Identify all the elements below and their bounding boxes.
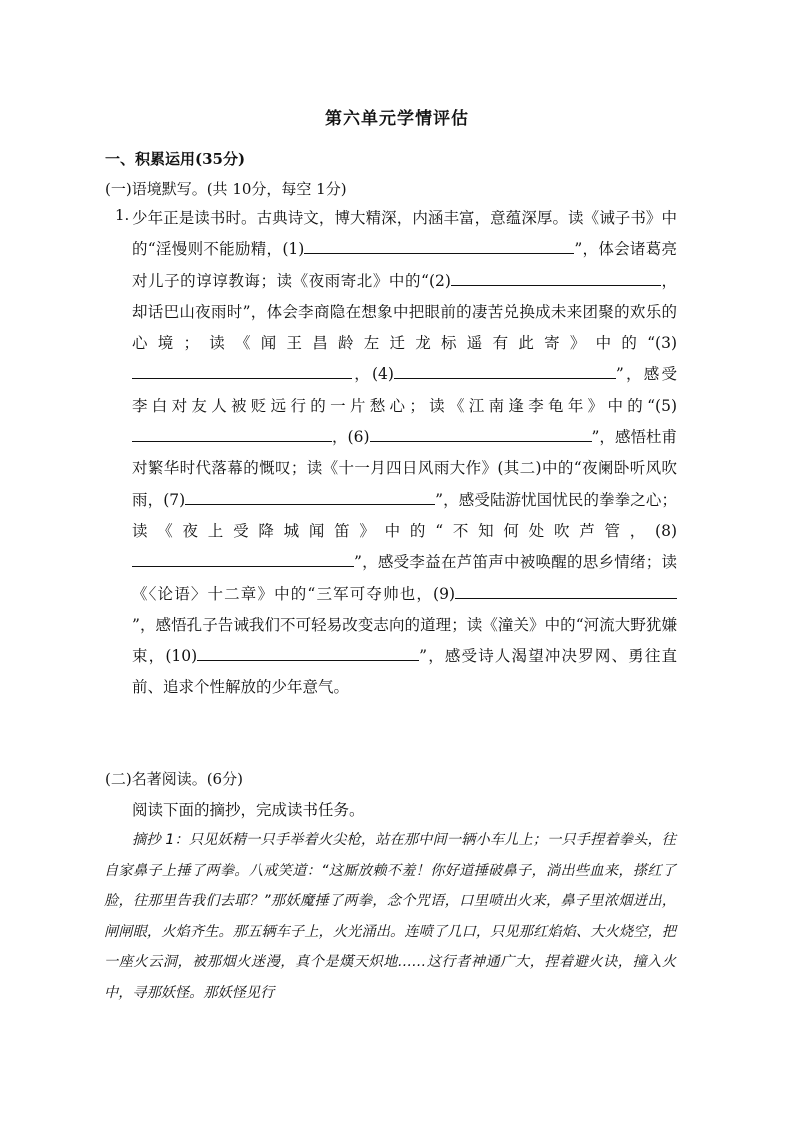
answer-blank[interactable]	[197, 642, 419, 661]
q1-text: ”，感悟孔子告诫我们不可轻易改变志向的道理；读《潼关》中的“河流大野犹嫌束，	[132, 615, 677, 666]
q1-text: ”，感受诗人渴望冲决罗网、勇往直前、追求个性解放的少年意气。	[132, 647, 677, 697]
question-number: 1.	[115, 206, 130, 224]
blank-label: (1)	[282, 240, 305, 259]
q1-text: ”，感受陆游忧国忧民的拳拳之心；读《夜上受降城闻笛》中的“不知何处吹芦管，	[132, 490, 677, 540]
q1-text: ”，体会诸葛亮对儿子的谆谆教诲；读《夜雨寄北》中的“	[132, 240, 677, 290]
answer-blank[interactable]	[394, 360, 616, 379]
q1-text: ，却话巴山夜雨时”，体会李商隐在想象中把眼前的凄苦兑换成未来团聚的欢乐的心境；读《闻王昌龄左迁龙标遥有此寄》中的“	[132, 271, 677, 353]
answer-blank[interactable]	[451, 267, 661, 286]
answer-blank[interactable]	[185, 486, 435, 505]
excerpt-text: 摘抄 1：只见妖精一只手举着火尖枪，站在那中间一辆小车儿上；一只手捏着拳头，往自家鼻子上捶了两拳。八戒笑道：“这厮放赖不羞！你好道捶破鼻子，淌出些血来，搽红了脸，往那里告我们去耶？”那妖魔捶了两拳，念个咒语，口里喷出火来，鼻子里浓烟迸出，闸闸眼，火焰齐生。那五辆车子上，火光涌出。连喷了几口，只见那红焰焰、大火烧空，把一座火云洞，被那烟火迷漫，真个是熯天炽地……这行者神通广大，捏着避火诀，撞入火中，寻那妖怪。那妖怪见行	[104, 832, 676, 1001]
blank-label: (2)	[428, 271, 451, 290]
answer-blank[interactable]	[132, 360, 352, 379]
blank-label: (3)	[655, 334, 677, 353]
question-1-text	[132, 203, 677, 704]
answer-blank[interactable]	[132, 423, 332, 442]
blank-label: (4)	[371, 365, 394, 384]
q1-text: 少年正是读书时。古典诗文，博大精深，内涵丰富，意蕴深厚。读《诫子书》中的“淫慢则不能励精，	[132, 209, 677, 259]
blank-label: (9)	[433, 584, 455, 603]
part-heading-2: (二)名著阅读。(6分)	[105, 770, 243, 788]
blank-label: (10)	[165, 647, 198, 666]
q1-text: ，	[352, 365, 372, 384]
blank-label: (5)	[655, 396, 677, 415]
blank-label: (7)	[163, 490, 186, 509]
blank-label: (8)	[655, 521, 677, 540]
answer-blank[interactable]	[370, 423, 592, 442]
answer-blank[interactable]	[455, 580, 677, 599]
reading-instruction: 阅读下面的摘抄，完成读书任务。	[132, 801, 365, 819]
q1-text: ”，感受李白对友人被贬远行的一片愁心；读《江南逢李龟年》中的“	[132, 365, 677, 415]
q1-text: ”，感受李益在芦笛声中被唤醒的思乡情绪；读《〈论语〉十二章》中的“三军可夺帅也，	[132, 553, 677, 603]
answer-blank[interactable]	[304, 235, 574, 254]
q1-text: ，	[332, 428, 348, 447]
section-heading-1: 一、积累运用(35分)	[105, 150, 246, 168]
blank-label: (6)	[347, 428, 370, 447]
answer-blank[interactable]	[132, 548, 354, 567]
q1-text: ”，感悟杜甫对繁华时代落幕的慨叹；读《十一月四日风雨大作》(其二)中的“夜阑卧听风吹雨，	[132, 428, 677, 509]
page-title: 第六单元学情评估	[325, 109, 469, 129]
part-heading-1: (一)语境默写。(共 10分，每空 1分)	[105, 180, 347, 198]
